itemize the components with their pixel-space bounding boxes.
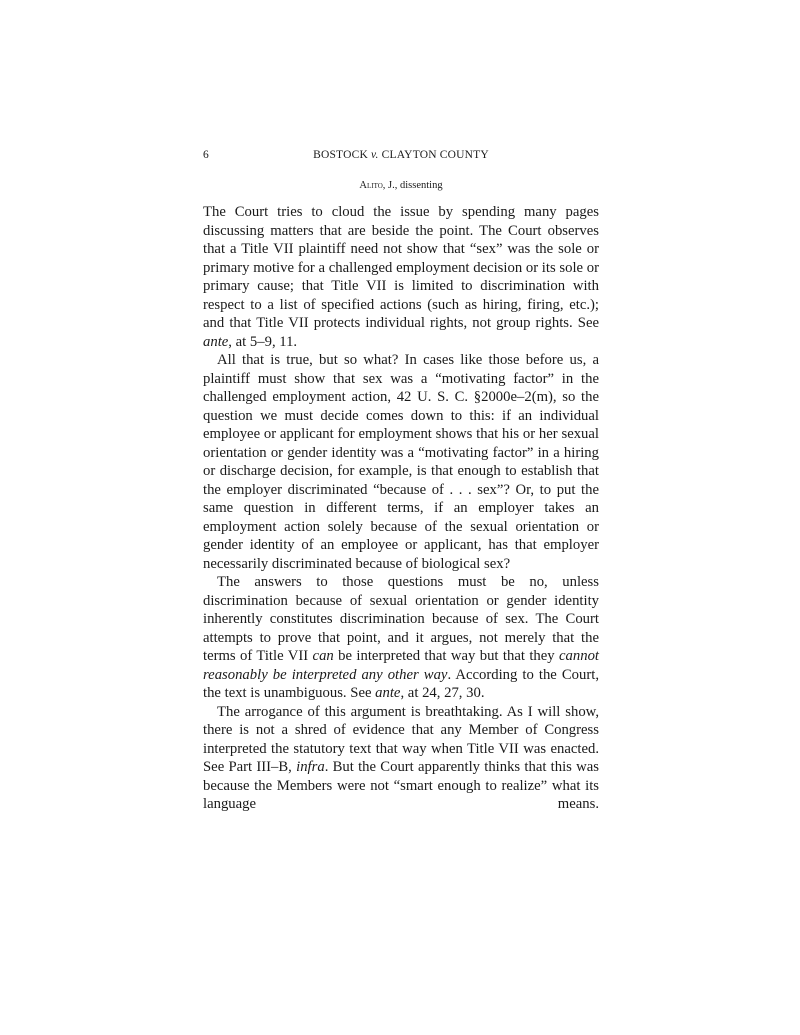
running-header (203, 149, 599, 165)
paragraph-1 (203, 203, 599, 351)
italic-run: ante (203, 333, 229, 350)
italic-run: can (312, 648, 334, 664)
text-run: The answers to those questions must be no, unless discrimination because of sexual orientation or gender identity inherently constitutes discrimination because of sex. The Court attempts to prove that point, and it argues, not merely that the terms of Title VII (203, 574, 599, 664)
italic-run: infra (296, 759, 325, 775)
case-title-right: CLAYTON COUNTY (381, 149, 489, 161)
paragraph-3 (203, 573, 599, 703)
text-run: The Court tries to cloud the issue by spending many pages discussing matters that are beside the point. The Court observes that a Title VII plaintiff need not show that “sex” was the sole or primary motive for a challenged employment decision or its sole or primary cause; that Title VII is limited to discrimination with respect to a list of specified actions (such as hiring, firing, etc.); and that Title VII protects individual rights, not group rights. See (203, 204, 599, 331)
text-run: All that is true, but so what? In cases like those before us, a plaintiff must show that sex was a “motivating factor” in the challenged employment action, 42 U. S. C. §2000e–2(m), so the question we must decide comes down to this: if an individual employee or applicant for employment shows that his or her sexual orientation or gender identity was a “motivating factor” in a hiring or discharge decision, for example, is that enough to establish that the employer discriminated “because of . . . sex”? Or, to put the same question in different terms, if an employer takes an employment action solely because of the sexual orientation or gender identity of an employee or applicant, has that employer necessarily discriminated because of biological sex? (203, 352, 599, 572)
byline-suffix: , J., dissenting (382, 180, 443, 191)
italic-run: ante (375, 685, 401, 701)
text-run: . According to the Court, the text is unambiguous. See (203, 666, 599, 701)
text-run: . But the Court apparently thinks that this was because the Members were not “smart enough to realize” what its language means. (203, 759, 599, 812)
text-run: , at 5–9, 11. (228, 333, 298, 350)
case-title-v: v. (371, 149, 379, 161)
paragraph-4 (203, 703, 599, 814)
paragraph-2 (203, 351, 599, 573)
text-run: , at 24, 27, 30. (400, 685, 485, 701)
text-run: The arrogance of this argument is breathtaking. As I will show, there is not a shred of evidence that any Member of Congress interpreted the statutory text that way when Title VII was enacted. See Part III–B, (203, 703, 599, 775)
opinion-byline (203, 180, 599, 191)
opinion-body (203, 203, 599, 814)
case-title-left: BOSTOCK (313, 149, 368, 161)
text-run: be interpreted that way but that they (333, 648, 560, 664)
byline-author: Alito (359, 180, 383, 191)
case-title (203, 149, 599, 161)
page-number: 6 (203, 149, 209, 161)
italic-run: cannot reasonably be interpreted any other way (203, 648, 599, 683)
